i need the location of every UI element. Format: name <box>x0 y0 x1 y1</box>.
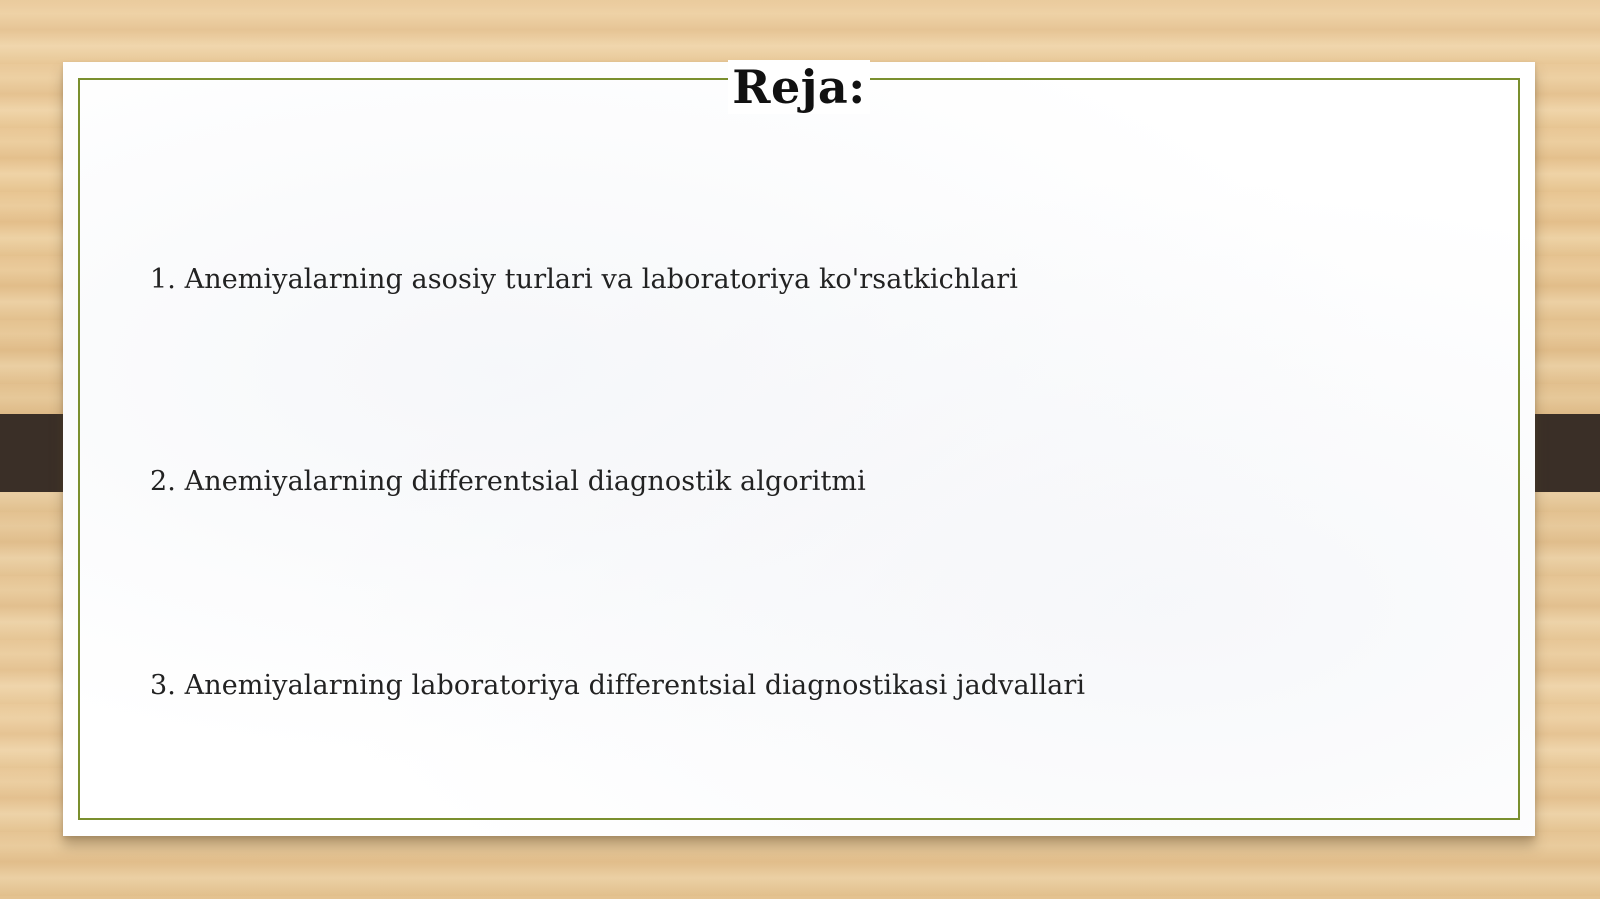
slide-title-text: Reja: <box>728 60 869 114</box>
slide-title <box>80 60 1518 114</box>
slide-frame <box>78 60 1520 820</box>
plan-item-3: 3. Anemiyalarning laboratoriya differentsial diagnostikasi jadvallari <box>150 670 1086 701</box>
plan-item-1: 1. Anemiyalarning asosiy turlari va laboratoriya ko'rsatkichlari <box>150 264 1018 295</box>
slide-card <box>63 62 1535 836</box>
plan-item-2: 2. Anemiyalarning differentsial diagnostik algoritmi <box>150 466 866 497</box>
